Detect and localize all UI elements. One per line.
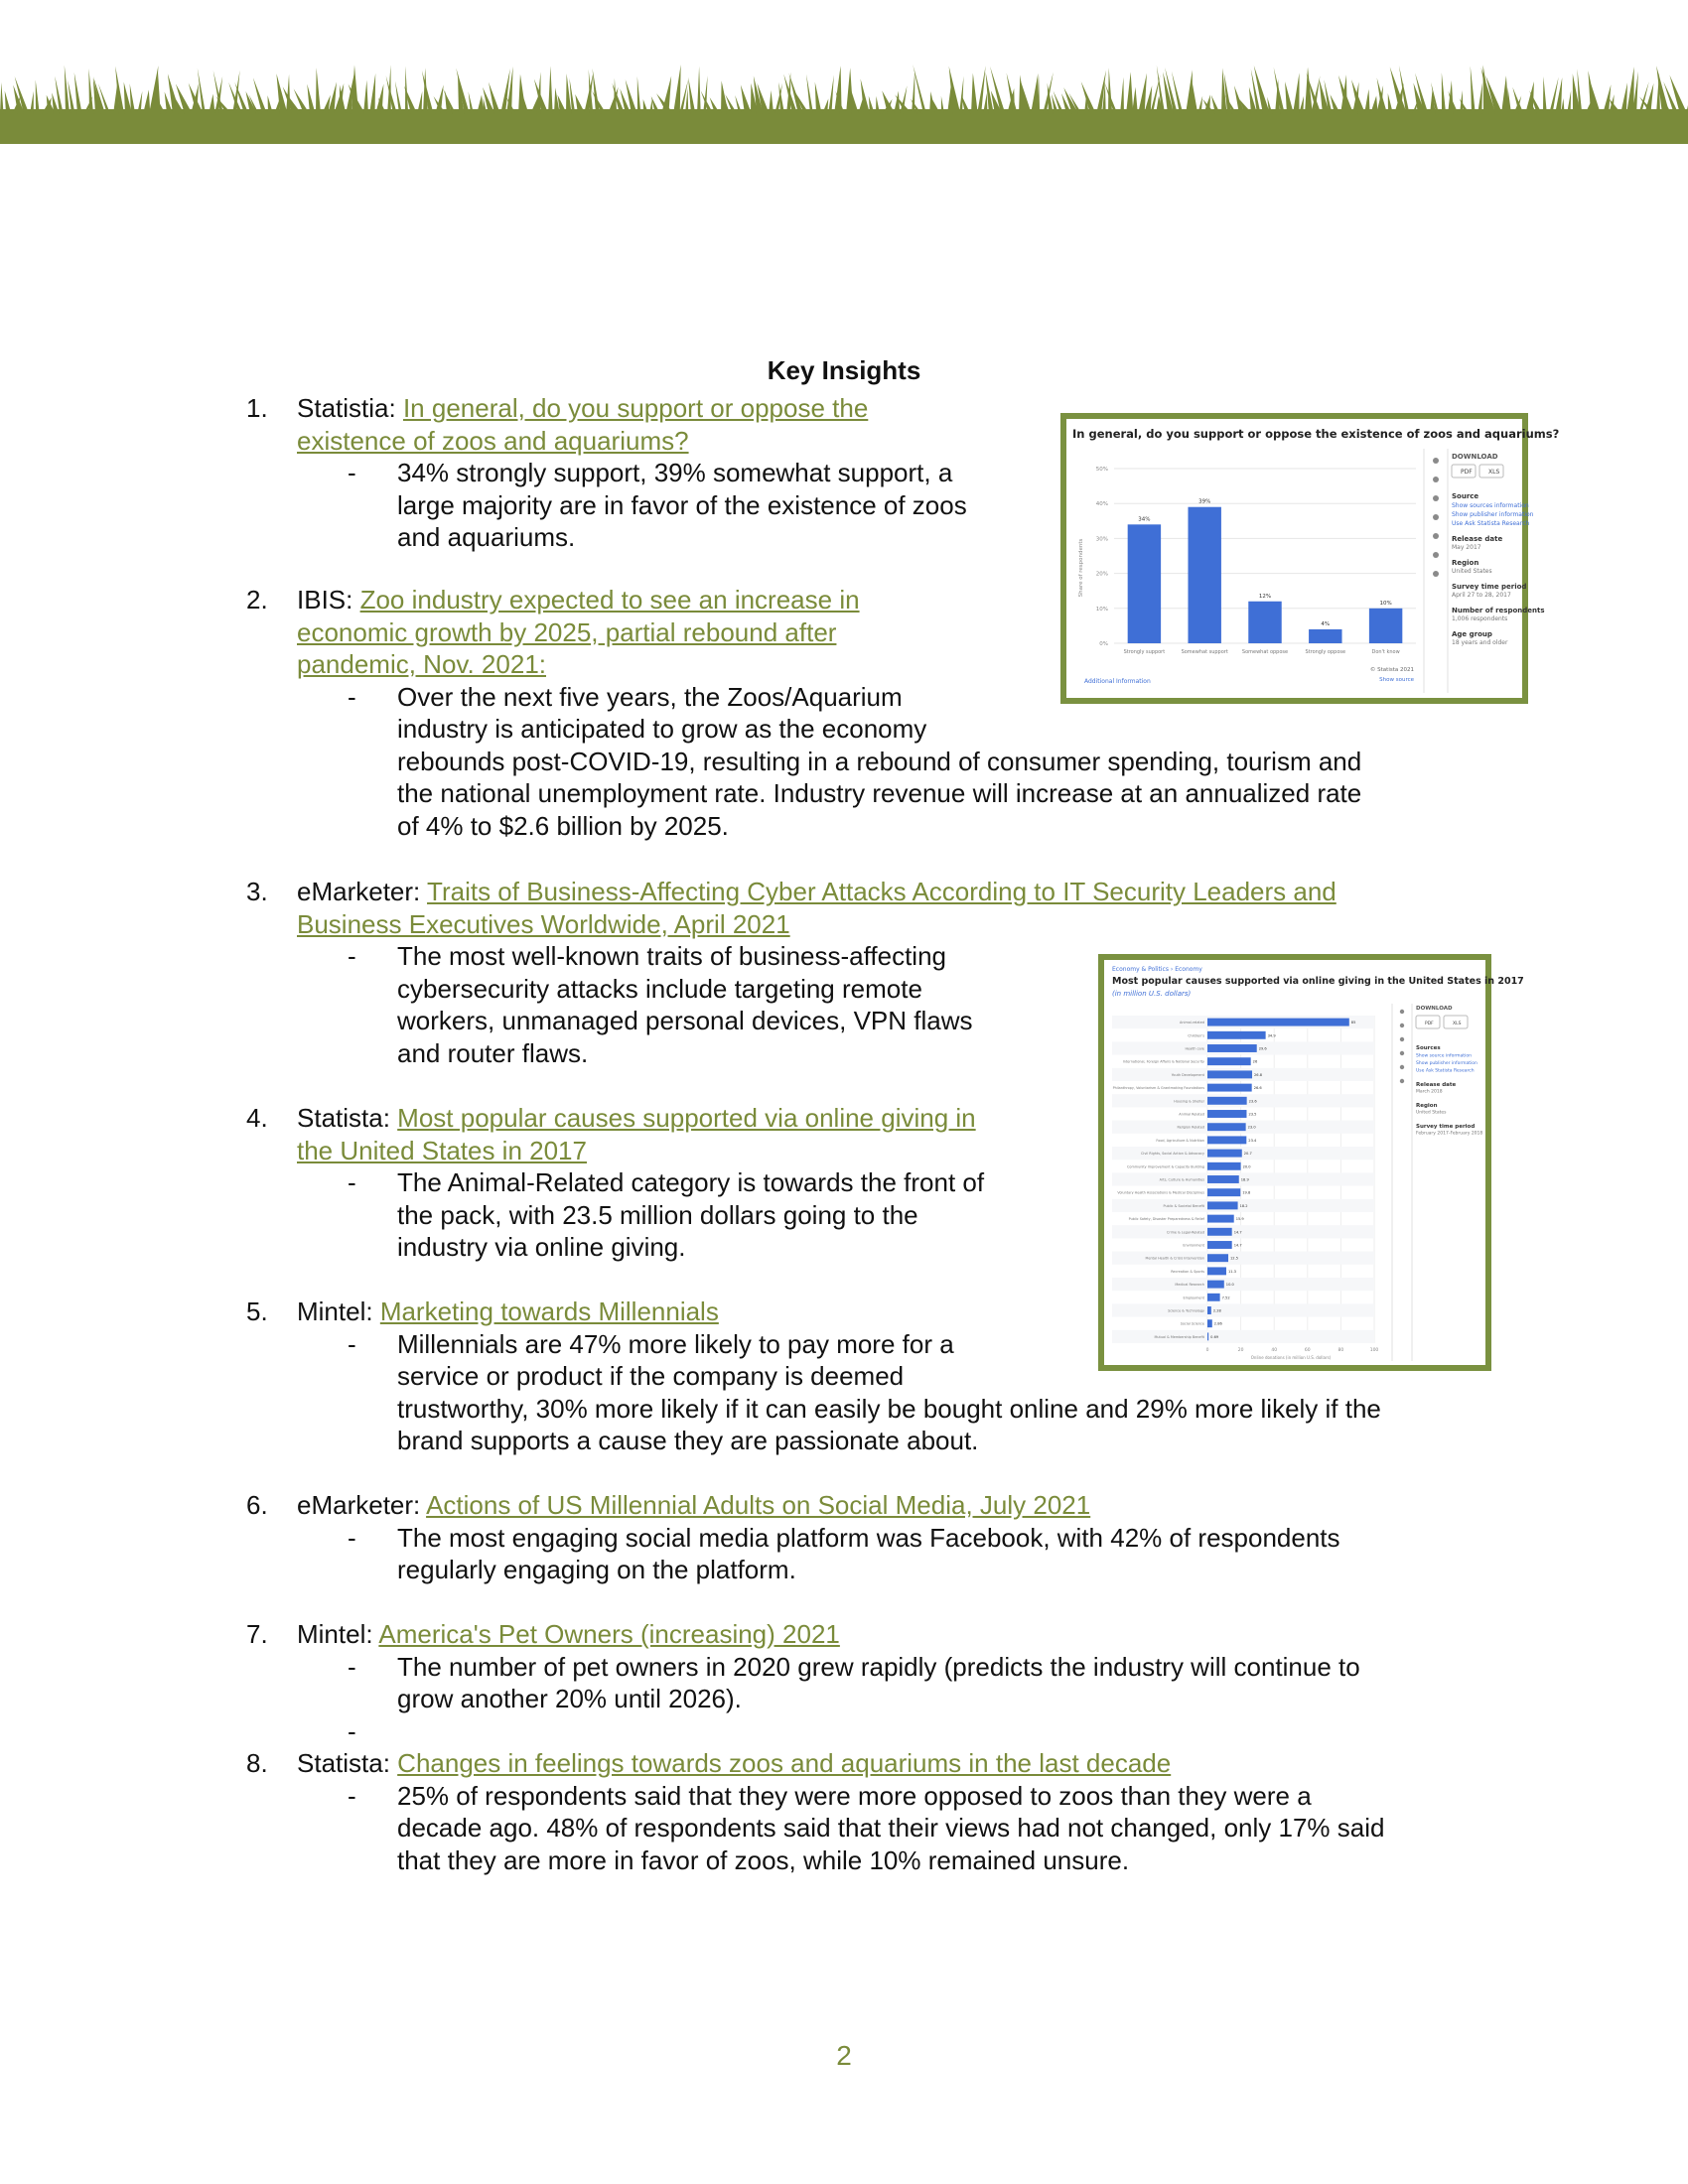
category-label: Crime & Legal-Related — [1166, 1230, 1204, 1235]
x-tick-label: 60 — [1304, 1348, 1311, 1353]
item-heading-line — [297, 1489, 1090, 1522]
bullet-dash-empty: - — [348, 1715, 356, 1746]
bullet-text-line: industry is anticipated to grow as the economy — [397, 714, 927, 744]
bar-value-label: 29.6 — [1258, 1046, 1267, 1051]
item-heading-line — [297, 1747, 1171, 1780]
release-label: Release date — [1452, 535, 1503, 543]
bar-value-label: 12% — [1258, 593, 1272, 600]
item-source: eMarketer: — [297, 1490, 421, 1520]
age-value: 18 years and older — [1452, 639, 1508, 646]
toolbar-icon[interactable] — [1400, 1065, 1404, 1069]
category-label: Environment — [1183, 1243, 1204, 1248]
source-link[interactable]: Use Ask Statista Research — [1416, 1068, 1475, 1074]
bar — [1207, 1162, 1241, 1170]
category-label: Children's — [1188, 1033, 1204, 1038]
item-source-link[interactable]: economic growth by 2025, partial rebound after — [297, 616, 837, 647]
x-tick-label: Somewhat support — [1181, 649, 1228, 655]
bar-value-label: 12.5 — [1230, 1256, 1239, 1261]
item-number: 5. — [246, 1297, 268, 1326]
toolbar-icon[interactable] — [1433, 552, 1439, 558]
region-value: United States — [1416, 1110, 1447, 1116]
bar — [1369, 609, 1402, 643]
copyright-label: © Statista 2021 — [1369, 667, 1414, 673]
y-tick-label: 20% — [1095, 571, 1108, 578]
release-label: Release date — [1416, 1082, 1457, 1088]
bar-value-label: 34% — [1138, 516, 1151, 523]
bar-value-label: 14.7 — [1233, 1243, 1242, 1248]
bar — [1207, 1097, 1247, 1105]
item-number: 1. — [246, 393, 268, 423]
bar-value-label: 20.7 — [1243, 1152, 1252, 1157]
bar-value-label: 85 — [1350, 1021, 1356, 1025]
bar — [1207, 1175, 1239, 1183]
bar-value-label: 2.86 — [1213, 1321, 1222, 1326]
age-label: Age group — [1452, 630, 1492, 638]
bar-value-label: 0.69 — [1210, 1334, 1219, 1339]
respondents-label: Number of respondents — [1452, 607, 1545, 614]
region-value: United States — [1452, 568, 1492, 575]
bullet-text-line: 25% of respondents said that they were more opposed to zoos than they were a — [397, 1780, 1312, 1811]
bar-value-label: 10.0 — [1225, 1283, 1234, 1288]
bullet-text-line: service or product if the company is deemed — [397, 1361, 905, 1391]
bar-value-label: 23.5 — [1248, 1112, 1257, 1117]
bar — [1207, 1319, 1212, 1327]
item-heading-line — [297, 1618, 840, 1651]
item-source-link[interactable]: Actions of US Millennial Adults on Social Media, July 2021 — [426, 1490, 1091, 1520]
item-heading-line — [297, 908, 790, 941]
show-source-link[interactable]: Show source — [1379, 677, 1414, 683]
bullet-text-line: brand supports a cause they are passionate about. — [397, 1426, 979, 1455]
x-tick-label: 40 — [1271, 1348, 1278, 1353]
x-tick-label: Strongly support — [1123, 649, 1166, 655]
bar-value-label: 26.8 — [1254, 1072, 1263, 1077]
bar-value-label: 18.2 — [1239, 1203, 1248, 1208]
category-label: Science & Technology — [1168, 1308, 1204, 1313]
download-label: DOWNLOAD — [1416, 1006, 1453, 1012]
bullet-text-line: The most engaging social media platform was Facebook, with 42% of respondents — [397, 1522, 1340, 1553]
bar — [1207, 1254, 1228, 1262]
item-source: Mintel: — [297, 1619, 373, 1649]
item-heading-line — [297, 1296, 719, 1328]
item-heading-line — [297, 392, 868, 425]
bullet-text-line: cybersecurity attacks include targeting remote — [397, 973, 922, 1004]
row-stripe — [1112, 1303, 1374, 1316]
item-heading-line — [297, 616, 836, 649]
bar-value-label: 18.9 — [1240, 1177, 1249, 1182]
y-tick-label: 0% — [1099, 641, 1108, 647]
download-button-label[interactable]: XLS — [1453, 1022, 1462, 1026]
bullet-text-line: and router flaws. — [397, 1037, 589, 1068]
item-source-link[interactable]: Zoo industry expected to see an increase in — [359, 585, 860, 614]
toolbar-icon[interactable] — [1400, 1051, 1404, 1055]
bar — [1207, 1123, 1246, 1131]
category-label: Animal Related — [1179, 1112, 1204, 1117]
y-axis-label: Share of respondents — [1078, 538, 1084, 598]
toolbar-icon[interactable] — [1433, 458, 1439, 464]
item-source-link[interactable]: In general, do you support or oppose the — [402, 393, 869, 423]
bullet-text-line: decade ago. 48% of respondents said that their views had not changed, only 17% said — [397, 1813, 1385, 1843]
item-heading-line — [297, 1102, 976, 1135]
bullet-dash: - — [348, 458, 356, 487]
item-source: Statista: — [297, 1103, 390, 1133]
category-label: Health care — [1185, 1046, 1204, 1051]
bullet-text-line: The most well-known traits of business-affecting — [397, 941, 946, 971]
page-title: Key Insights — [767, 355, 921, 385]
x-tick-label: Strongly oppose — [1305, 649, 1346, 655]
bullet-text-line: 34% strongly support, 39% somewhat support, a — [397, 458, 953, 487]
bar-value-label: 23.4 — [1248, 1138, 1257, 1143]
item-number: 3. — [246, 877, 268, 906]
category-label: Mutual & Membership Benefit — [1154, 1334, 1204, 1339]
download-label: DOWNLOAD — [1452, 453, 1498, 461]
source-link[interactable]: Show publisher information — [1452, 511, 1534, 518]
item-heading-line — [297, 1135, 587, 1167]
bar — [1188, 507, 1220, 643]
bar — [1207, 1136, 1246, 1144]
toolbar-icon[interactable] — [1433, 533, 1439, 539]
bar-value-label: 23.0 — [1247, 1125, 1256, 1130]
category-label: Youth Development — [1171, 1072, 1204, 1077]
category-label: Food, Agriculture & Nutrition — [1156, 1138, 1204, 1143]
bar — [1207, 1110, 1246, 1118]
toolbar-icon[interactable] — [1400, 1079, 1404, 1083]
bullet-text-line: industry via online giving. — [397, 1232, 686, 1262]
item-source: eMarketer: — [297, 877, 421, 906]
item-source-link[interactable]: the United States in 2017 — [297, 1135, 587, 1165]
bar-value-label: 11.3 — [1227, 1269, 1236, 1274]
toolbar-icon[interactable] — [1433, 514, 1439, 520]
additional-information-link[interactable]: Additional Information — [1084, 678, 1151, 685]
survey-value: April 27 to 28, 2017 — [1452, 592, 1511, 599]
chart-online-giving-causes — [1098, 954, 1524, 1371]
bar — [1207, 1084, 1252, 1092]
row-stripe — [1112, 1330, 1374, 1343]
bar-value-label: 23.6 — [1248, 1099, 1257, 1104]
item-source-link[interactable]: pandemic, Nov. 2021: — [297, 649, 546, 679]
item-number: 8. — [246, 1748, 268, 1778]
source-label: Source — [1452, 492, 1479, 500]
toolbar-icon[interactable] — [1400, 1010, 1404, 1014]
item-source-link[interactable]: existence of zoos and aquariums? — [297, 425, 689, 456]
bar — [1207, 1070, 1252, 1078]
bullet-dash: - — [348, 681, 356, 712]
survey-label: Survey time period — [1452, 583, 1527, 591]
x-axis-label: Online donations (in million U.S. dollars) — [1250, 1355, 1332, 1360]
item-source-link[interactable]: Changes in feelings towards zoos and aquariums in the last decade — [397, 1748, 1172, 1778]
survey-value: February 2017-February 2018 — [1416, 1131, 1483, 1137]
bar — [1207, 1294, 1220, 1301]
bar-value-label: 39% — [1198, 498, 1211, 505]
bar — [1207, 1306, 1211, 1314]
bullet-dash: - — [348, 1651, 356, 1682]
bar-value-label: 2.28 — [1212, 1308, 1221, 1313]
bullet-text-line: Millennials are 47% more likely to pay more for a — [397, 1328, 954, 1359]
row-stripe — [1112, 1278, 1374, 1291]
bullet-text-line: Over the next five years, the Zoos/Aquarium — [397, 681, 903, 712]
survey-label: Survey time period — [1416, 1124, 1476, 1130]
item-number: 4. — [246, 1103, 268, 1133]
bar — [1207, 1019, 1349, 1026]
chart2-breadcrumb[interactable]: Economy & Politics › Economy — [1112, 966, 1202, 973]
item-heading-line — [297, 876, 1336, 908]
source-link[interactable]: Use Ask Statista Research — [1452, 520, 1530, 527]
bullet-text-line: and aquariums. — [397, 522, 576, 552]
bar — [1207, 1057, 1251, 1065]
chart2-toolbar[interactable] — [1400, 1010, 1404, 1083]
bullet-dash: - — [348, 941, 356, 971]
item-number: 6. — [246, 1490, 268, 1520]
item-source-link[interactable]: Most popular causes supported via online giving in — [397, 1103, 976, 1133]
chart-zoo-support — [1060, 413, 1560, 704]
bar-value-label: 10% — [1379, 600, 1392, 607]
category-label: Animal-related — [1180, 1021, 1204, 1025]
y-tick-label: 40% — [1095, 501, 1108, 508]
toolbar-icon[interactable] — [1433, 495, 1439, 501]
bar — [1207, 1031, 1266, 1039]
item-source-link[interactable]: Traits of Business-Affecting Cyber Attacks According to IT Security Leaders and — [427, 877, 1336, 906]
x-tick-label: 100 — [1369, 1348, 1379, 1353]
bullet-text-line: large majority are in favor of the existence of zoos — [397, 489, 967, 520]
bar — [1248, 602, 1281, 643]
bar — [1309, 629, 1341, 643]
bullet-text-line: the pack, with 23.5 million dollars going to the — [397, 1199, 918, 1230]
bar-value-label: 34.9 — [1267, 1033, 1276, 1038]
respondents-value: 1,006 respondents — [1452, 615, 1508, 622]
x-tick-label: 20 — [1237, 1348, 1244, 1353]
bullet-dash: - — [348, 1167, 356, 1197]
bar — [1207, 1267, 1226, 1275]
bar — [1207, 1188, 1240, 1196]
bullet-text-line: trustworthy, 30% more likely if it can easily be bought online and 29% more likely if the — [397, 1393, 1381, 1424]
bullet-text-line: rebounds post-COVID-19, resulting in a rebound of consumer spending, tourism and — [397, 746, 1362, 776]
item-source: Statistia: — [297, 393, 396, 423]
item-number: 2. — [246, 585, 268, 614]
category-label: Philanthropy, Voluntarism & Grantmaking Foundations — [1112, 1086, 1204, 1091]
source-link[interactable]: Show publisher information — [1416, 1061, 1477, 1066]
bar — [1128, 524, 1161, 643]
category-label: Public & Societal Benefit — [1163, 1203, 1204, 1208]
item-source-link[interactable]: America's Pet Owners (increasing) 2021 — [378, 1619, 840, 1649]
bar — [1207, 1150, 1242, 1158]
bullet-text-line: the national unemployment rate. Industry revenue will increase at an annualized rate — [397, 778, 1362, 808]
category-label: Housing & Shelter — [1174, 1099, 1204, 1104]
bar-value-label: 4% — [1321, 620, 1331, 627]
item-heading-line — [297, 425, 689, 458]
item-source-link[interactable]: Marketing towards Millennials — [379, 1297, 719, 1326]
category-label: Mental Health & Crisis Intervention — [1145, 1256, 1204, 1261]
bullet-text-line: The number of pet owners in 2020 grew rapidly (predicts the industry will continue to — [397, 1651, 1360, 1682]
category-label: Public Safety, Disaster Preparedness & Relief — [1128, 1217, 1204, 1222]
bar-value-label: 7.52 — [1221, 1296, 1230, 1300]
row-stripe — [1112, 1225, 1374, 1238]
category-label: International, Foreign Affairs & National Security — [1122, 1059, 1204, 1064]
bar-value-label: 14.7 — [1233, 1230, 1242, 1235]
bar — [1207, 1044, 1257, 1052]
category-label: Recreation & Sports — [1171, 1269, 1204, 1274]
bar — [1207, 1228, 1232, 1236]
bar — [1207, 1201, 1238, 1209]
y-tick-label: 50% — [1095, 467, 1108, 473]
y-tick-label: 10% — [1095, 606, 1108, 613]
item-source: Mintel: — [297, 1297, 373, 1326]
category-label: Social Science — [1180, 1321, 1204, 1326]
item-source: IBIS: — [297, 585, 353, 614]
bullet-text-line: grow another 20% until 2026). — [397, 1684, 742, 1713]
source-link[interactable]: Show source information — [1416, 1053, 1472, 1059]
bullet-dash: - — [348, 1328, 356, 1359]
bar — [1207, 1281, 1224, 1289]
bullet-text-line: workers, unmanaged personal devices, VPN flaws — [397, 1006, 973, 1035]
toolbar-icon[interactable] — [1433, 477, 1439, 482]
bullet-dash: - — [348, 1522, 356, 1553]
grass-banner — [0, 69, 1688, 144]
page-number: 2 — [836, 2040, 852, 2071]
bullet-text-line: regularly engaging on the platform. — [397, 1555, 796, 1584]
category-label: Medical Research — [1175, 1283, 1204, 1288]
download-button-label[interactable]: PDF — [1461, 469, 1473, 476]
bullet-text-line: The Animal-Related category is towards the front of — [397, 1167, 985, 1197]
x-tick-label: Somewhat oppose — [1241, 649, 1289, 655]
y-tick-label: 30% — [1095, 536, 1108, 543]
release-value: March 2018 — [1416, 1089, 1443, 1095]
bar — [1207, 1332, 1208, 1340]
bar — [1207, 1241, 1232, 1249]
bar-value-label: 19.8 — [1242, 1190, 1251, 1195]
source-label: Sources — [1416, 1045, 1441, 1051]
chart1-toolbar[interactable] — [1433, 458, 1439, 577]
bar-value-label: 20.0 — [1242, 1164, 1251, 1169]
item-source-link[interactable]: Business Executives Worldwide, April 2021 — [297, 908, 790, 939]
toolbar-icon[interactable] — [1400, 1037, 1404, 1041]
item-source: Statista: — [297, 1748, 390, 1778]
category-label: Voluntary Health Associations & Medical Disciplines — [1117, 1190, 1204, 1195]
bar — [1207, 1215, 1234, 1223]
chart1-title: In general, do you support or oppose the existence of zoos and aquariums? — [1072, 427, 1560, 441]
item-heading-line — [297, 584, 860, 616]
toolbar-icon[interactable] — [1400, 1024, 1404, 1027]
item-number: 7. — [246, 1619, 268, 1649]
source-link[interactable]: Show sources information — [1452, 502, 1529, 509]
category-label: Community Improvement & Capacity Building — [1127, 1164, 1204, 1169]
toolbar-icon[interactable] — [1433, 571, 1439, 577]
category-label: Arts, Culture & Humanities — [1159, 1177, 1204, 1182]
category-label: Employment — [1183, 1296, 1204, 1300]
bullet-text-line: that they are more in favor of zoos, while 10% remained unsure. — [397, 1844, 1130, 1875]
x-tick-label: 80 — [1337, 1348, 1344, 1353]
category-label: Civil Rights, Social Action & Advocacy — [1141, 1152, 1204, 1157]
x-tick-label: 0 — [1205, 1348, 1209, 1353]
x-tick-label: Don't know — [1371, 649, 1400, 655]
download-button-label[interactable]: PDF — [1425, 1022, 1434, 1026]
category-label: Religion Related — [1177, 1125, 1204, 1130]
region-label: Region — [1452, 559, 1479, 567]
release-value: May 2017 — [1452, 544, 1481, 551]
chart2-title: Most popular causes supported via online giving in the United States in 2017 — [1112, 976, 1524, 987]
download-button-label[interactable]: XLS — [1488, 469, 1500, 476]
region-label: Region — [1416, 1103, 1438, 1109]
chart2-subtitle: (in million U.S. dollars) — [1112, 990, 1192, 998]
item-heading-line — [297, 648, 546, 681]
bar-value-label: 26 — [1252, 1059, 1258, 1064]
bar-value-label: 15.9 — [1235, 1217, 1244, 1222]
bullet-dash: - — [348, 1780, 356, 1811]
bar-value-label: 26.6 — [1253, 1086, 1262, 1091]
bullet-text-line: of 4% to $2.6 billion by 2025. — [397, 810, 729, 841]
